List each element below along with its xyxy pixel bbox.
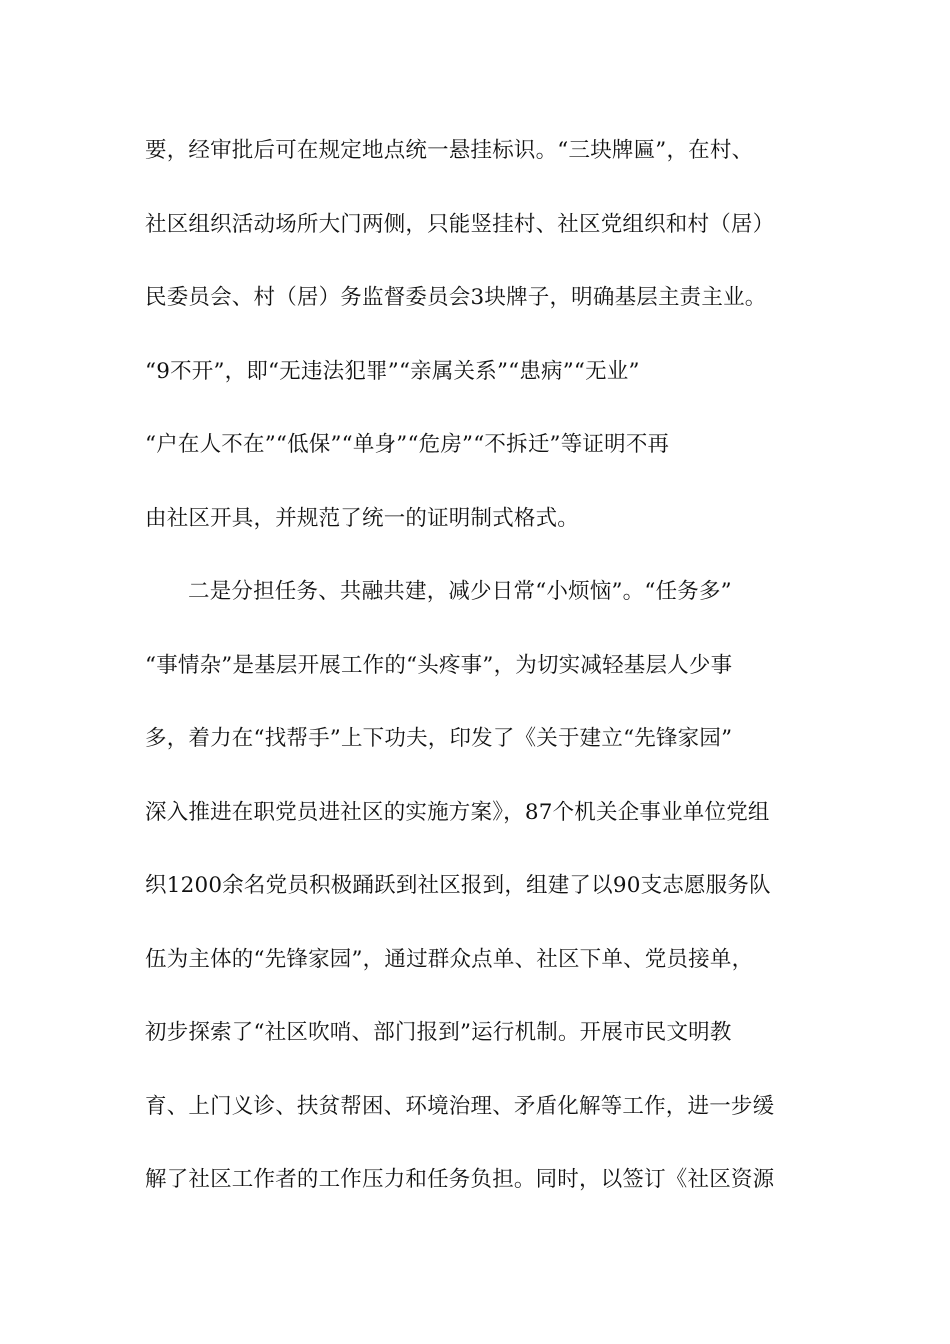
- text-line: 由社区开具，并规范了统一的证明制式格式。: [145, 505, 580, 531]
- text-line: 初步探索了“社区吹哨、部门报到”运行机制。开展市民文明教: [145, 1020, 732, 1045]
- paragraph-start-line: 二是分担任务、共融共建，减少日常“小烦恼”。“任务多”: [188, 579, 732, 604]
- text-line: “9不开”，即“无违法犯罪”“亲属关系”“患病”“无业”: [145, 358, 640, 384]
- text-line: 育、上门义诊、扶贫帮困、环境治理、矛盾化解等工作，进一步缓: [145, 1093, 775, 1119]
- text-line: “事情杂”是基层开展工作的“头疼事”，为切实减轻基层人少事: [145, 652, 733, 678]
- text-line: 解了社区工作者的工作压力和任务负担。同时，以签订《社区资源: [145, 1167, 775, 1192]
- text-line: 多，着力在“找帮手”上下功夫，印发了《关于建立“先锋家园”: [145, 726, 733, 751]
- text-line: 社区组织活动场所大门两侧，只能竖挂村、社区党组织和村（居）: [145, 211, 775, 237]
- text-line: 深入推进在职党员进社区的实施方案》，87个机关企事业单位党组: [145, 799, 770, 825]
- text-line: 要，经审批后可在规定地点统一悬挂标识。“三块牌匾”，在村、: [145, 138, 754, 163]
- text-line: “户在人不在”“低保”“单身”“危房”“不拆迁”等证明不再: [145, 432, 670, 457]
- text-line: 伍为主体的“先锋家园”，通过群众点单、社区下单、党员接单，: [145, 946, 754, 972]
- text-line: 民委员会、村（居）务监督委员会3块牌子，明确基层主责主业。: [145, 285, 767, 310]
- body-text: [145, 128, 805, 1231]
- text-line: 织1200余名党员积极踊跃到社区报到，组建了以90支志愿服务队: [145, 873, 771, 898]
